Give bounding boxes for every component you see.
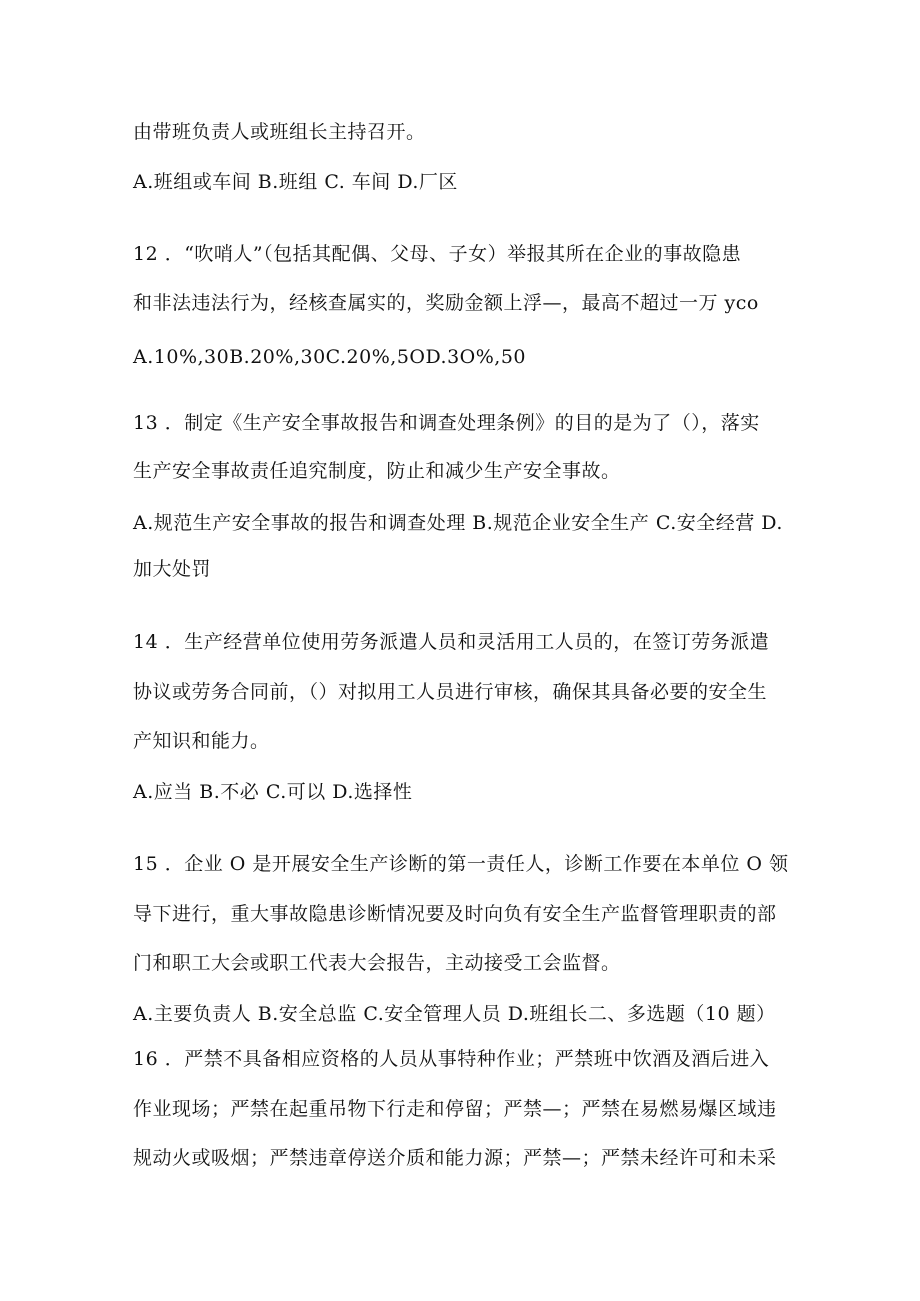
question-14-line: 14 ．生产经营单位使用劳务派遣人员和灵活用工人员的，在签订劳务派遣 — [133, 631, 770, 653]
question-16-line: 16 ．严禁不具备相应资格的人员从事特种作业；严禁班中饮酒及酒后进入 — [133, 1048, 770, 1070]
answer-options: A.主要负责人 B.安全总监 C.安全管理人员 D.班组长二、多选题（10 题） — [133, 1003, 776, 1025]
question-14-line: 产知识和能力。 — [133, 730, 270, 752]
question-13-line: 生产安全事故责任追究制度，防止和减少生产安全事故。 — [133, 460, 621, 482]
question-15-line: 15 ．企业 O 是开展安全生产诊断的第一责任人，诊断工作要在本单位 O 领 — [133, 853, 789, 875]
question-15-line: 门和职工大会或职工代表大会报告，主动接受工会监督。 — [133, 952, 621, 974]
answer-options: A.班组或车间 B.班组 C. 车间 D.厂区 — [133, 171, 458, 193]
question-13-line: 13 ．制定《生产安全事故报告和调查处理条例》的目的是为了（），落实 — [133, 412, 760, 434]
question-15-line: 导下进行，重大事故隐患诊断情况要及时向负有安全生产监督管理职责的部 — [133, 903, 777, 925]
question-12-line: 和非法违法行为，经核查属实的，奖励金额上浮—，最高不超过一万 yco — [133, 292, 759, 314]
question-14-line: 协议或劳务合同前，（）对拟用工人员进行审核，确保其具备必要的安全生 — [133, 681, 768, 703]
answer-options: A.规范生产安全事故的报告和调查处理 B.规范企业安全生产 C.安全经营 D. — [133, 512, 783, 534]
answer-options: A.应当 B.不必 C.可以 D.选择性 — [133, 781, 413, 803]
text-line: 由带班负责人或班组长主持召开。 — [133, 121, 426, 143]
question-16-line: 作业现场；严禁在起重吊物下行走和停留；严禁—；严禁在易燃易爆区域违 — [133, 1098, 777, 1120]
question-16-line: 规动火或吸烟；严禁违章停送介质和能力源；严禁—；严禁未经许可和未采 — [133, 1147, 777, 1169]
answer-options: 加大处罚 — [133, 558, 212, 580]
answer-options: A.10%,30B.20%,30C.20%,5OD.3O%,50 — [133, 346, 527, 368]
question-12-line: 12 ．“吹哨人”（包括其配偶、父母、子女）举报其所在企业的事故隐患 — [133, 243, 742, 265]
